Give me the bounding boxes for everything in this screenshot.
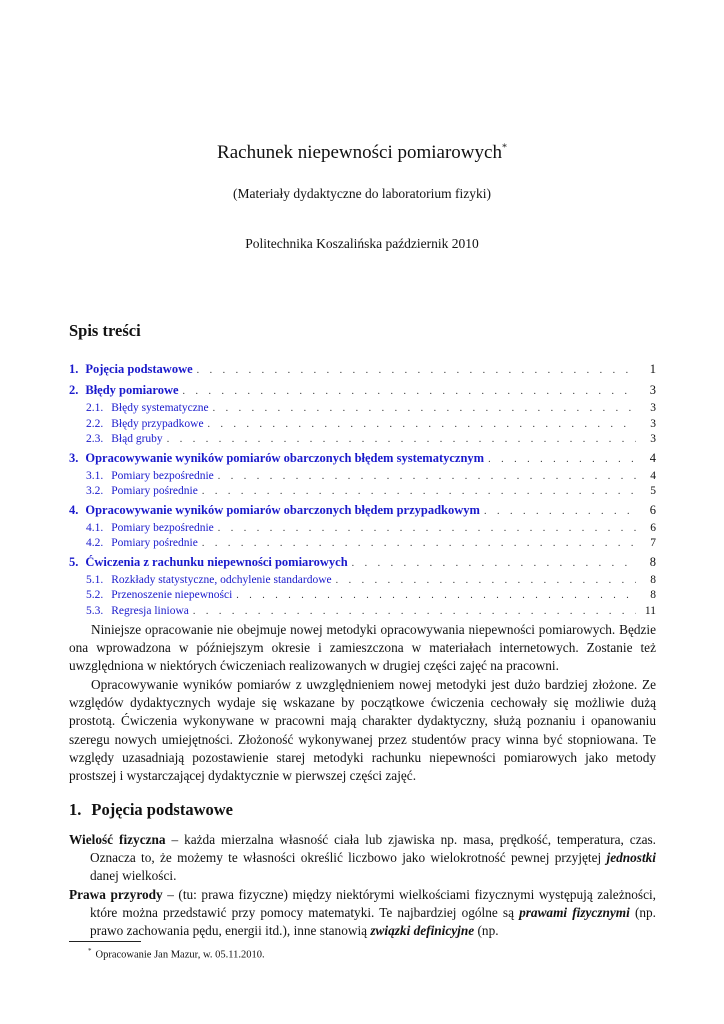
toc-subsection-entry[interactable] xyxy=(69,418,656,434)
toc-label[interactable]: Pomiary bezpośrednie xyxy=(111,521,214,534)
toc-label[interactable]: Pomiary pośrednie xyxy=(111,485,198,497)
definition-text: (np. prawo zachowania pędu, energii itd.), inne stanowią xyxy=(90,904,657,939)
footnote xyxy=(88,947,265,961)
toc-page-number[interactable]: 8 xyxy=(649,554,656,569)
document-subtitle: (Materiały dydaktyczne do laboratorium fizyki) xyxy=(233,186,491,201)
toc-label[interactable]: Pojęcia podstawowe xyxy=(85,362,193,376)
emphasis-term: jednostki xyxy=(606,850,656,866)
section-heading xyxy=(69,800,233,820)
definition-term: Wielość fizyczna xyxy=(69,832,166,847)
toc-number: 2.3. xyxy=(86,433,104,445)
toc-page-number[interactable]: 8 xyxy=(650,589,656,601)
footnote-text: Opracowanie Jan Mazur, w. 05.11.2010. xyxy=(95,949,265,961)
toc-label[interactable]: Ćwiczenia z rachunku niepewności pomiarowych xyxy=(85,554,348,569)
definitions xyxy=(69,831,656,940)
toc-leader-dots xyxy=(202,486,636,497)
toc-label[interactable]: Przenoszenie niepewności xyxy=(111,589,233,601)
toc-leader-dots xyxy=(202,538,636,549)
toc-page-number[interactable]: 3 xyxy=(650,433,656,445)
toc-page-number[interactable]: 7 xyxy=(650,537,656,549)
toc-leader-dots xyxy=(236,590,636,601)
toc-leader-dots xyxy=(352,558,636,569)
toc-leader-dots xyxy=(183,386,636,397)
toc-page-number[interactable]: 6 xyxy=(650,521,656,534)
toc-label[interactable]: Błędy pomiarowe xyxy=(85,383,179,397)
section-number: 1. xyxy=(69,800,82,819)
intro-paragraph-1 xyxy=(69,621,656,676)
toc-page-number[interactable]: 3 xyxy=(650,417,656,430)
toc-number: 5.2. xyxy=(86,589,104,601)
definition-text: – (tu: prawa fizyczne) między niektórymi wielkościami fizycznymi występują zależności, które można przedstawić przy pomocy matematyki. Te najbardziej ogólne są xyxy=(90,886,656,920)
toc-leader-dots xyxy=(488,454,636,465)
toc-subsection-entry[interactable] xyxy=(69,433,656,449)
toc-page-number[interactable]: 4 xyxy=(649,450,656,465)
toc-number: 3. xyxy=(69,450,79,465)
toc-number: 2. xyxy=(69,383,79,397)
toc-section-entry[interactable] xyxy=(69,362,656,381)
definition-text: danej wielkości. xyxy=(90,868,177,884)
intro-text-1: Niniejsze opracowanie nie obejmuje nowej metodyki opracowywania niepewności pomiarowych. Będzie ona wprowadzona w późniejszym okresie i zamieszczona w materiałach internetowych. Zostanie też uwzględniona w niektórych ćwiczeniach realizowanych w drugiej części zajęć na pracowni. xyxy=(69,622,656,674)
section-title: Pojęcia podstawowe xyxy=(91,800,233,819)
toc-subsection-entry[interactable] xyxy=(69,522,656,538)
toc-page-number[interactable]: 4 xyxy=(650,469,656,482)
toc-subsection-entry[interactable] xyxy=(69,605,656,621)
toc-label[interactable]: Pomiary bezpośrednie xyxy=(111,469,214,482)
toc-label[interactable]: Błąd gruby xyxy=(111,433,163,445)
toc-number: 4. xyxy=(69,502,79,517)
toc-number: 1. xyxy=(69,362,79,376)
toc-leader-dots xyxy=(213,403,636,414)
definition-text: – każda mierzalna własność ciała lub zjawiska np. masa, prędkość, temperatura, czas. Oznacza to, że możemy te własności określić liczbowo jako wielokrotność pewnej przyjętej xyxy=(90,832,656,866)
toc-number: 5.1. xyxy=(86,573,104,586)
title-text: Rachunek niepewności pomiarowych xyxy=(217,142,502,163)
toc-leader-dots xyxy=(336,575,636,586)
toc-leader-dots xyxy=(484,506,636,517)
toc-number: 3.1. xyxy=(86,469,104,482)
toc-number: 3.2. xyxy=(86,485,104,497)
toc-label[interactable]: Opracowywanie wyników pomiarów obarczonych błędem przypadkowym xyxy=(85,502,480,517)
title-footnote-mark[interactable]: * xyxy=(501,142,507,154)
toc-label[interactable]: Opracowywanie wyników pomiarów obarczonych błędem systematycznym xyxy=(85,450,485,465)
emphasis-term: związki definicyjne xyxy=(370,923,475,939)
toc-page-number[interactable]: 6 xyxy=(649,502,656,517)
toc-leader-dots xyxy=(197,365,636,376)
toc-number: 5.3. xyxy=(86,604,104,617)
toc-subsection-entry[interactable] xyxy=(69,470,656,486)
toc-leader-dots xyxy=(193,606,636,617)
toc-label[interactable]: Regresja liniowa xyxy=(111,604,189,617)
toc-number: 2.1. xyxy=(86,402,104,414)
toc-number: 4.1. xyxy=(86,521,104,534)
definition-term: Prawa przyrody xyxy=(69,886,163,902)
definition-item xyxy=(69,831,656,886)
toc-page-number[interactable]: 3 xyxy=(650,402,656,414)
toc-leader-dots xyxy=(208,419,636,430)
emphasis-term: prawami fizycznymi xyxy=(519,904,630,920)
toc-label[interactable]: Błędy systematyczne xyxy=(111,402,209,414)
toc-leader-dots xyxy=(167,434,636,445)
toc-number: 4.2. xyxy=(86,537,104,549)
toc-leader-dots xyxy=(218,523,636,534)
intro-text-2: Opracowywanie wyników pomiarów z uwzględnieniem nowej metodyki jest dużo bardziej złożone. Ze względów dydaktycznych wydaje się wskazane by początkowe ćwiczenia cechowały się możliwie dużą prostotą. Ćwiczenia wykonywane w pracowni mają charakter dydaktyczny, służą poznaniu i opanowaniu szeregu nowych umiejętności. Złożoność wykonywanej przez studentów pracy winna być stopniowana. Te względy uzasadniają pozostawienie starej metodyki rachunku niepewności pomiarowych jako metody prostszej i wystarczającej dydaktycznie w pierwszej części zajęć. xyxy=(69,677,656,784)
toc-section-entry[interactable] xyxy=(69,555,656,574)
toc-label[interactable]: Błędy przypadkowe xyxy=(111,417,204,430)
toc-page-number[interactable]: 3 xyxy=(649,383,656,397)
toc-section-entry[interactable] xyxy=(69,451,656,470)
toc-subsection-entry[interactable] xyxy=(69,574,656,590)
toc-heading: Spis treści xyxy=(69,321,141,340)
toc-label[interactable]: Rozkłady statystyczne, odchylenie standardowe xyxy=(111,573,332,586)
toc-number: 2.2. xyxy=(86,417,104,430)
definition-text: (np. xyxy=(474,923,499,939)
toc-leader-dots xyxy=(218,471,636,482)
toc-page-number[interactable]: 11 xyxy=(644,604,656,617)
toc-section-entry[interactable] xyxy=(69,503,656,522)
toc-subsection-entry[interactable] xyxy=(69,589,656,605)
toc-page-number[interactable]: 8 xyxy=(650,573,656,586)
toc-subsection-entry[interactable] xyxy=(69,485,656,501)
definition-item xyxy=(69,886,656,941)
document-title xyxy=(0,142,724,164)
toc-label[interactable]: Pomiary pośrednie xyxy=(111,537,198,549)
toc-page-number[interactable]: 5 xyxy=(650,485,656,497)
author-line: Politechnika Koszalińska październik 2010 xyxy=(245,236,479,251)
footnote-rule xyxy=(69,941,141,942)
toc-subsection-entry[interactable] xyxy=(69,402,656,418)
toc-page-number[interactable]: 1 xyxy=(649,362,656,376)
footnote-mark: * xyxy=(88,947,92,955)
table-of-contents xyxy=(69,360,656,620)
toc-number: 5. xyxy=(69,554,79,569)
intro-paragraph-2 xyxy=(69,676,656,785)
toc-subsection-entry[interactable] xyxy=(69,537,656,553)
toc-section-entry[interactable] xyxy=(69,383,656,402)
